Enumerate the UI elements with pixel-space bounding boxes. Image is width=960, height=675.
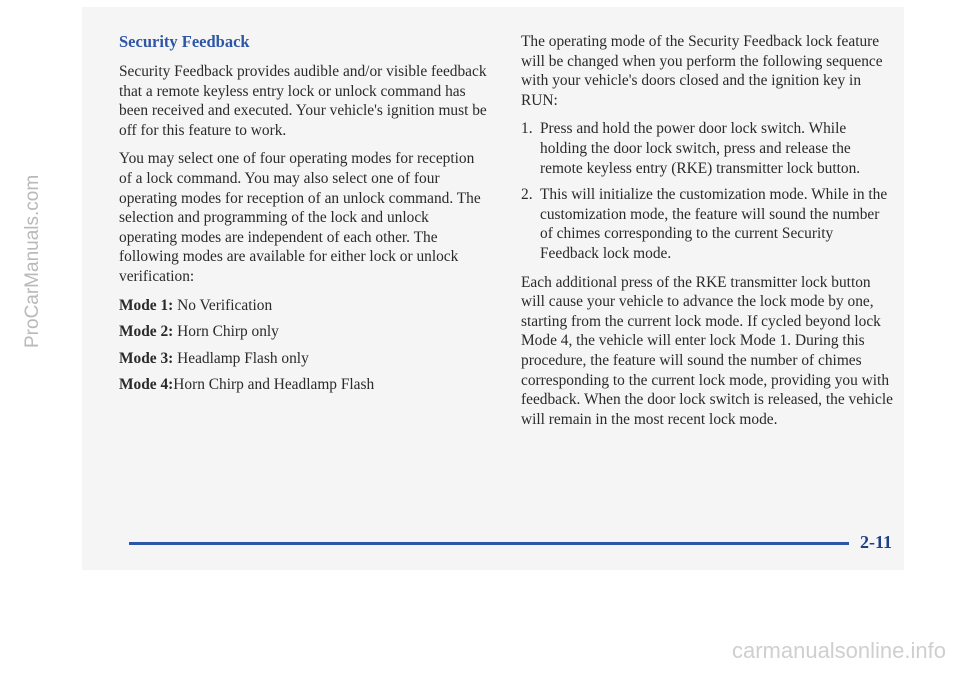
procedure-step [521, 185, 893, 263]
footer-rule [129, 542, 849, 545]
procedure-intro: The operating mode of the Security Feedback lock feature will be changed when you perform the following sequence with your vehicle's doors closed and the ignition key in RUN: [521, 33, 883, 109]
mode-item-1 [119, 296, 489, 316]
mode-item-4 [119, 375, 489, 395]
mode-label: Mode 2: [119, 323, 174, 341]
manual-page [82, 7, 904, 570]
left-column [119, 32, 489, 402]
side-watermark-text: ProCarManuals.com [22, 174, 43, 348]
mode-text: Headlamp Flash only [173, 349, 309, 367]
mode-label: Mode 3: [119, 349, 174, 367]
step-number: 1. [521, 120, 533, 138]
step-text: Press and hold the power door lock switch. While holding the door lock switch, press and release the remote keyless entry (RKE) transmitter lock button. [540, 120, 861, 177]
step-text: This will initialize the customization mode. While in the customization mode, the feature will sound the number of chimes corresponding to the current Security Feedback lock mode. [540, 186, 888, 262]
mode-text: Horn Chirp and Headlamp Flash [173, 376, 375, 394]
mode-text: Horn Chirp only [173, 323, 279, 341]
bottom-watermark: carmanualsonline.info [731, 638, 946, 663]
section-heading: Security Feedback [119, 32, 250, 51]
mode-item-2 [119, 322, 489, 342]
procedure-closing: Each additional press of the RKE transmitter lock button will cause your vehicle to advance the lock mode by one, starting from the current lock mode. If cycled beyond lock Mode 4, the vehicle will enter lock Mode 1. During this procedure, the feature will sound the number of chimes corresponding to the current lock mode, providing you with feedback. When the door lock switch is released, the vehicle will remain in the most recent lock mode. [521, 273, 893, 428]
modes-paragraph: You may select one of four operating modes for reception of a lock command. You may also select one of four operating modes for reception of an unlock command. The selection and programming of the lock and unlock operating modes are independent of each other. The following modes are available for either lock or unlock verification: [119, 150, 481, 285]
step-number: 2. [521, 186, 533, 204]
intro-paragraph: Security Feedback provides audible and/or visible feedback that a remote keyless entry lock or unlock command has been received and executed. Your vehicle's ignition must be off for this feature to work. [119, 63, 487, 139]
right-column [521, 32, 893, 438]
mode-text: No Verification [173, 296, 273, 314]
mode-label: Mode 1: [119, 296, 174, 314]
procedure-steps [521, 119, 893, 263]
side-watermark [0, 174, 43, 480]
page-number: 2-11 [859, 532, 892, 552]
mode-item-3 [119, 349, 489, 369]
procedure-step [521, 119, 893, 178]
mode-label: Mode 4: [119, 376, 174, 394]
